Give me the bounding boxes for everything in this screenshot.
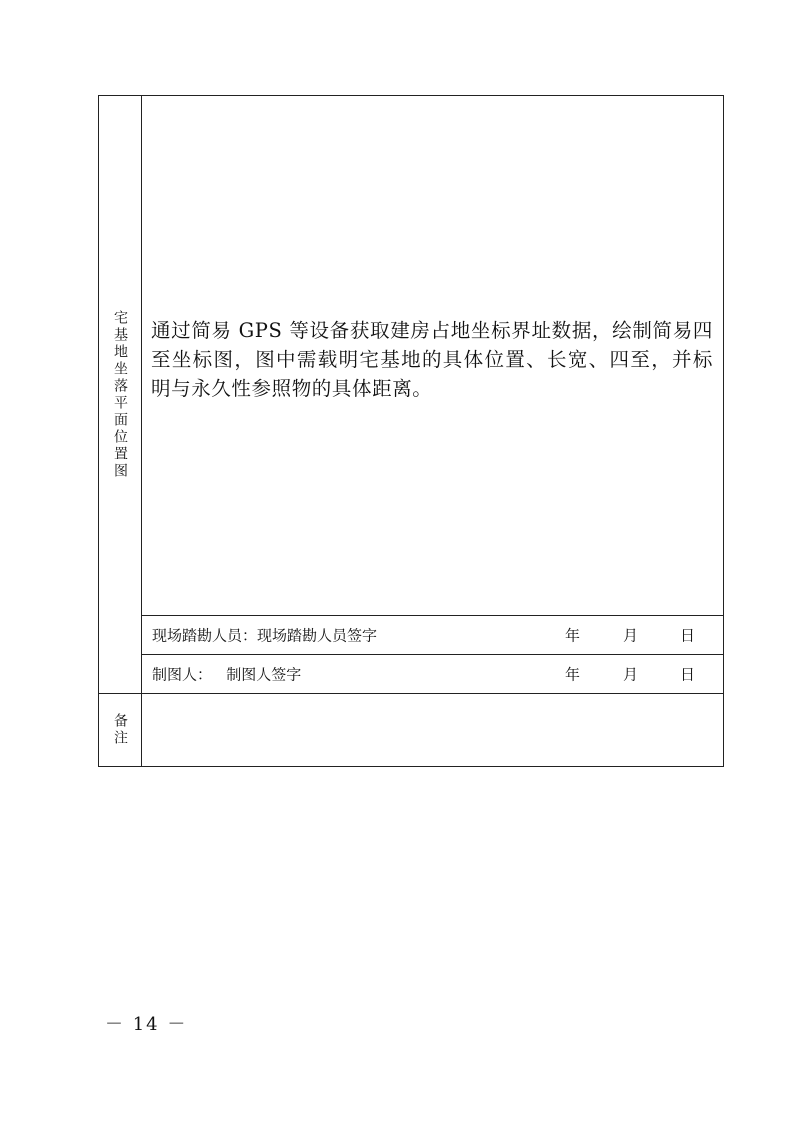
surveyor-date-year: 年	[565, 626, 581, 645]
drafter-date-day: 日	[680, 665, 696, 684]
surveyor-date-day: 日	[680, 626, 696, 645]
remarks-label-cell	[99, 694, 142, 767]
surveyor-signature-text: 现场踏勘人员：现场踏勘人员签字	[152, 626, 378, 645]
site-plan-label-cell	[99, 96, 142, 694]
site-plan-row	[99, 96, 724, 616]
drafter-signature-row	[99, 655, 724, 694]
surveyor-date-month: 月	[623, 626, 639, 645]
page-number: － 14 －	[105, 1014, 188, 1035]
remarks-label: 备注	[112, 713, 128, 747]
drafter-date-month: 月	[623, 665, 639, 684]
site-plan-label: 宅基地坐落平面位置图	[112, 309, 128, 480]
remarks-row	[99, 694, 724, 767]
drafter-date-year: 年	[565, 665, 581, 684]
surveyor-signature-row	[99, 616, 724, 655]
drafter-signature-cell	[142, 655, 724, 694]
homestead-site-plan-form	[98, 95, 724, 767]
remarks-value-cell	[142, 694, 724, 767]
site-plan-drawing-area	[142, 96, 724, 616]
surveyor-signature-cell	[142, 616, 724, 655]
drawing-instructions: 通过简易 GPS 等设备获取建房占地坐标界址数据，绘制简易四至坐标图，图中需载明宅基地的具体位置、长宽、四至，并标明与永久性参照物的具体距离。	[151, 319, 713, 400]
drafter-signature-text: 制图人： 制图人签字	[152, 665, 302, 684]
